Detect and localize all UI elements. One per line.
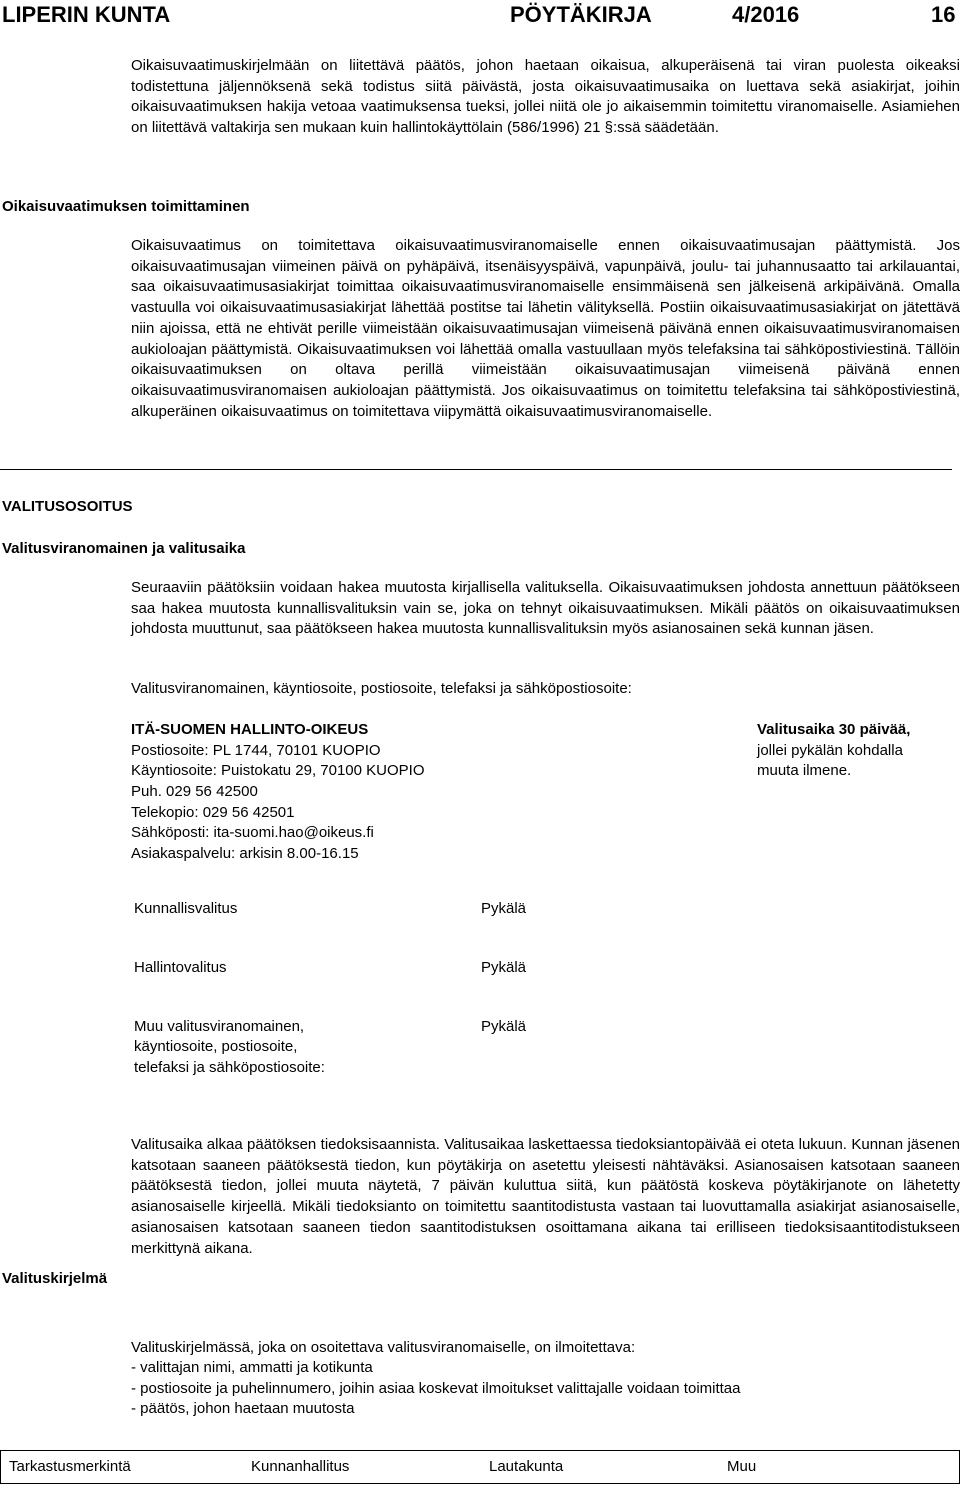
municipal-appeal-label: Kunnallisvalitus	[134, 900, 238, 917]
court-visiting-address: Käyntiosoite: Puistokatu 29, 70100 KUOPIO	[131, 762, 425, 779]
appeal-letter-heading: Valituskirjelmä	[2, 1270, 108, 1287]
attachment-paragraph: Oikaisuvaatimuskirjelmään on liitettävä päätös, johon haetaan oikaisua, alkuperäisenä tai viran puolesta oikeaksi todistettuna jäljennöksenä sekä todistus siitä päivästä, josta oikaisuvaatimusaika on luettava sekä asiakirjat, joihin oikaisuvaatimuksen hakija vetoaa vaatimuksensa tueksi, jollei niitä ole jo aikaisemmin toimitettu viranomaiselle. Asiamiehen on liitettävä valtakirja sen mukaan kuin hallintokäyttölain (586/1996) 21 §:ssä säädetään.	[131, 57, 960, 137]
appeal-paragraph: Seuraaviin päätöksiin voidaan hakea muutosta kirjallisella valituksella. Oikaisuvaatimuksen johdosta annettuun päätökseen saa hakea muutosta kunnallisvalituksin vain se, joka on tehnyt oikaisuvaatimuksen. Mikäli päätös on oikaisuvaatimuksen johdosta muuttunut, saa päätökseen hakea muutosta kunnallisvalituksin myös asianosainen sekä kunnan jäsen.	[131, 579, 960, 638]
document-number: 4/2016	[732, 2, 800, 27]
court-service-hours: Asiakaspalvelu: arkisin 8.00-16.15	[131, 845, 359, 862]
page-number: 16	[931, 2, 956, 27]
authority-intro: Valitusviranomainen, käyntiosoite, postiosoite, telefaksi ja sähköpostiosoite:	[131, 680, 632, 697]
appeal-period-line2: jollei pykälän kohdalla	[757, 742, 903, 759]
administrative-appeal-section: Pykälä	[481, 959, 527, 976]
municipality-name: LIPERIN KUNTA	[2, 2, 171, 27]
court-postal-address: Postiosoite: PL 1744, 70101 KUOPIO	[131, 742, 381, 759]
appeal-letter-item: - päätös, johon haetaan muutosta	[131, 1400, 355, 1417]
other-authority-label-line2: käyntiosoite, postiosoite,	[134, 1038, 298, 1055]
appeal-letter-intro: Valituskirjelmässä, joka on osoitettava valitusviranomaiselle, on ilmoitettava:	[131, 1339, 636, 1356]
court-fax: Telekopio: 029 56 42501	[131, 804, 295, 821]
appeal-period-paragraph: Valitusaika alkaa päätöksen tiedoksisaannista. Valitusaikaa laskettaessa tiedoksiantopäivää ei oteta lukuun. Kunnan jäsenen katsotaan saaneen päätöksestä tiedon, kun pöytäkirja on asetettu yleisesti nähtäväksi. Asianosaisen katsotaan saaneen päätöksestä tiedon, jollei muuta näytetä, 7 päivän kuluttua siitä, kun päätöstä koskeva pöytäkirjanote on lähetetty asianosaiselle kirjeellä. Mikäli tiedoksianto on toimitettu saantitodistusta vastaan tai luovuttamalla asiakirjat asianosaiselle, asianosaisen katsotaan saaneen tiedon saantitodistuksen osoittamana aikana tai erilliseen tiedoksisaantitodistukseen merkittynä aikana.	[131, 1136, 960, 1257]
inspection-footer	[0, 1450, 960, 1484]
appeal-subheading: Valitusviranomainen ja valitusaika	[2, 540, 246, 557]
footer-inspection-mark: Tarkastusmerkintä	[9, 1458, 131, 1475]
submission-paragraph: Oikaisuvaatimus on toimitettava oikaisuvaatimusviranomaiselle ennen oikaisuvaatimusajan päättymistä. Jos oikaisuvaatimusajan viimeinen päivä on pyhäpäivä, itsenäisyyspäivä, vapunpäivä, joulu- tai juhannusaatto tai arkilauantai, saa oikaisuvaatimusasiakirjat toimittaa oikaisuvaatimusviranomaiselle ensimmäisenä sen jälkeisenä arkipäivänä. Omalla vastuulla voi oikaisuvaatimusasiakirjat lähettää postitse tai lähetin välityksellä. Postiin oikaisuvaatimusasiakirjat on jätettävä niin ajoissa, että ne ehtivät perille viimeistään oikaisuvaatimusajan viimeisenä päivänä ennen oikaisuvaatimusviranomaisen aukioloajan päättymistä. Oikaisuvaatimuksen voi lähettää omalla vastuullaan myös telefaksina tai sähköpostiviestinä. Tällöin oikaisuvaatimuksen on oltava perillä viimeistään oikaisuvaatimusajan viimeisenä päivänä ennen oikaisuvaatimusviranomaisen aukioloajan päättymistä. Jos oikaisuvaatimus on toimitettu telefaksina tai sähköpostiviestinä, alkuperäinen oikaisuvaatimus on toimitettava viipymättä oikaisuvaatimusviranomaiselle.	[131, 237, 960, 420]
appeal-letter-item: - postiosoite ja puhelinnumero, joihin asiaa koskevat ilmoitukset valittajalle voidaan toimittaa	[131, 1380, 741, 1397]
other-authority-section: Pykälä	[481, 1018, 527, 1035]
other-authority-label-line3: telefaksi ja sähköpostiosoite:	[134, 1059, 325, 1076]
court-email: Sähköposti: ita-suomi.hao@oikeus.fi	[131, 824, 374, 841]
document-type: PÖYTÄKIRJA	[510, 2, 652, 27]
other-authority-label-line1: Muu valitusviranomainen,	[134, 1018, 305, 1035]
court-name: ITÄ-SUOMEN HALLINTO-OIKEUS	[131, 721, 369, 738]
section-divider	[0, 469, 952, 470]
court-phone: Puh. 029 56 42500	[131, 783, 258, 800]
footer-other: Muu	[727, 1458, 757, 1475]
footer-municipal-board: Kunnanhallitus	[251, 1458, 350, 1475]
administrative-appeal-label: Hallintovalitus	[134, 959, 227, 976]
footer-committee: Lautakunta	[489, 1458, 564, 1475]
appeal-letter-item: - valittajan nimi, ammatti ja kotikunta	[131, 1359, 373, 1376]
municipal-appeal-section: Pykälä	[481, 900, 527, 917]
appeal-period-bold: Valitusaika 30 päivää,	[757, 721, 911, 738]
submission-heading: Oikaisuvaatimuksen toimittaminen	[2, 198, 250, 215]
appeal-title: VALITUSOSOITUS	[2, 498, 133, 515]
appeal-period-line3: muuta ilmene.	[757, 762, 852, 779]
